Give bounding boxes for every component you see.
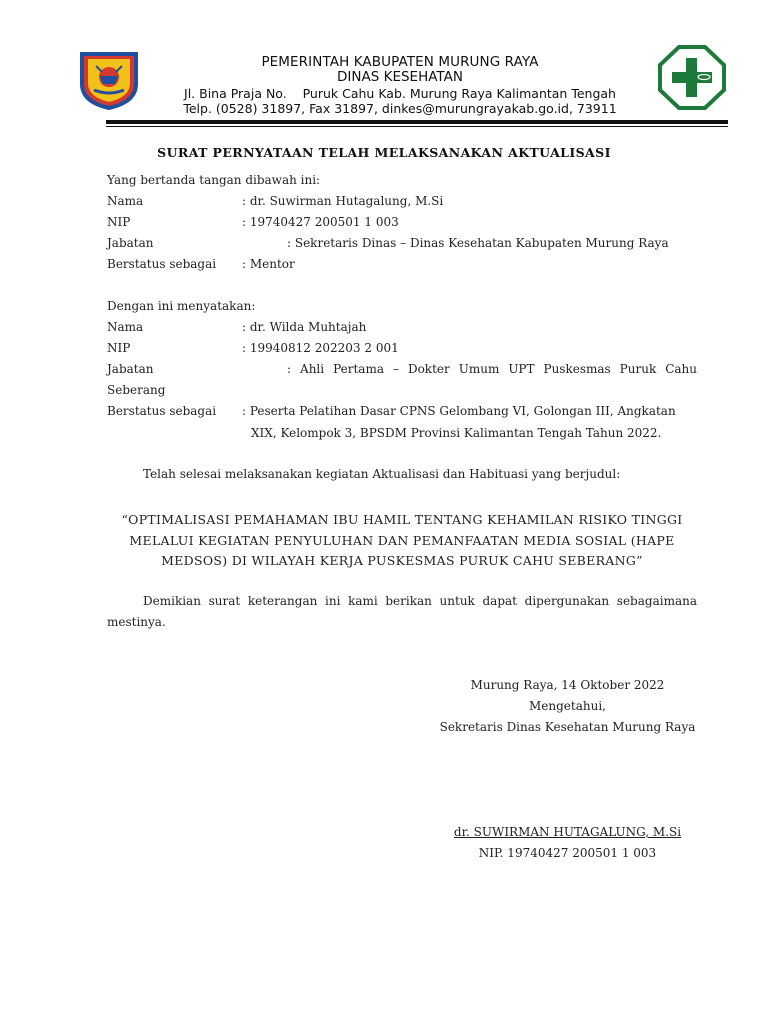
participant-name-value: : dr. Wilda Muhtajah <box>242 320 367 334</box>
quote-line: “OPTIMALISASI PEMAHAMAN IBU HAMIL TENTANG KEHAMILAN RISIKO TINGGI <box>121 512 683 527</box>
letterhead-divider-thin <box>106 126 728 127</box>
mentor-status-label: Berstatus sebagai <box>107 257 217 271</box>
participant-nip-label: NIP <box>107 341 131 355</box>
mentor-position-label: Jabatan <box>107 236 154 250</box>
closing-word: kami <box>348 594 378 608</box>
participant-nip-value: : 19940812 202203 2 001 <box>242 341 399 355</box>
participant-position-value <box>287 362 697 376</box>
position-word: Cahu <box>665 362 697 376</box>
signer-nip: NIP. 19740427 200501 1 003 <box>478 846 657 860</box>
participant-status-value-continued: XIX, Kelompok 3, BPSDM Provinsi Kalimantan Tengah Tahun 2022. <box>251 426 662 440</box>
place-date: Murung Raya, 14 Oktober 2022 <box>470 678 665 692</box>
second-party-intro: Dengan ini menyatakan: <box>107 299 256 313</box>
health-cross-icon <box>657 45 727 110</box>
closing-word: surat <box>208 594 241 608</box>
closing-paragraph-continued: mestinya. <box>107 615 166 629</box>
signer-name <box>420 825 715 839</box>
quote-line: MELALUI KEGIATAN PENYULUHAN DAN PEMANFAATAN MEDIA SOSIAL (HAPE <box>129 532 675 548</box>
agency-name: DINAS KESEHATAN <box>337 69 463 85</box>
mentor-name-label: Nama <box>107 194 144 208</box>
closing-word: untuk <box>439 594 475 608</box>
mentor-nip-label: NIP <box>107 215 131 229</box>
participant-position-label: Jabatan <box>107 362 154 376</box>
mentor-status-value: : Mentor <box>242 257 295 271</box>
mentor-name-value: : dr. Suwirman Hutagalung, M.Si <box>242 194 444 208</box>
mentor-nip-value: : 19740427 200501 1 003 <box>242 215 399 229</box>
position-word: Umum <box>458 362 500 376</box>
letterhead-divider-thick <box>106 120 728 124</box>
closing-word: ini <box>325 594 341 608</box>
closing-word: keterangan <box>247 594 318 608</box>
position-word: Puskesmas <box>543 362 611 376</box>
closing-word: berikan <box>385 594 432 608</box>
agency-contact: Telp. (0528) 31897, Fax 31897, dinkes@murungrayakab.go.id, 73911 <box>183 101 617 116</box>
position-word: Dokter <box>407 362 450 376</box>
signer-position: Sekretaris Dinas Kesehatan Murung Raya <box>439 720 696 734</box>
government-name: PEMERINTAH KABUPATEN MURUNG RAYA <box>261 54 539 70</box>
agency-address: Jl. Bina Praja No. Puruk Cahu Kab. Murung Raya Kalimantan Tengah <box>184 86 616 101</box>
position-word: : <box>287 362 292 376</box>
statement-text: Telah selesai melaksanakan kegiatan Aktualisasi dan Habituasi yang berjudul: <box>143 467 621 481</box>
document-title: SURAT PERNYATAAN TELAH MELAKSANAKAN AKTUALISASI <box>157 145 611 160</box>
position-word: Pertama <box>333 362 384 376</box>
participant-position-continued: Seberang <box>107 383 166 397</box>
letterhead <box>150 55 650 116</box>
position-word: UPT <box>508 362 535 376</box>
acknowledgement: Mengetahui, <box>529 699 606 713</box>
closing-paragraph-first-line <box>143 594 697 608</box>
first-party-intro: Yang bertanda tangan dibawah ini: <box>107 173 321 187</box>
mentor-position-value: : Sekretaris Dinas – Dinas Kesehatan Kabupaten Murung Raya <box>287 236 669 250</box>
signer-name-text: dr. SUWIRMAN HUTAGALUNG, M.Si <box>453 825 682 839</box>
participant-status-label: Berstatus sebagai <box>107 404 217 418</box>
participant-name-label: Nama <box>107 320 144 334</box>
position-word: Puruk <box>619 362 657 376</box>
participant-status-value: : Peserta Pelatihan Dasar CPNS Gelombang VI, Golongan III, Angkatan <box>242 404 676 418</box>
quote-line: MEDSOS) DI WILAYAH KERJA PUSKESMAS PURUK CAHU SEBERANG” <box>161 553 643 568</box>
closing-word: sebagaimana <box>616 594 697 608</box>
closing-word: Demikian <box>143 594 201 608</box>
closing-word: dapat <box>482 594 517 608</box>
position-word: Ahli <box>300 362 325 376</box>
position-word: – <box>392 362 399 376</box>
activity-title-quote <box>107 510 697 572</box>
closing-word: dipergunakan <box>524 594 610 608</box>
regency-emblem-icon <box>76 50 142 110</box>
